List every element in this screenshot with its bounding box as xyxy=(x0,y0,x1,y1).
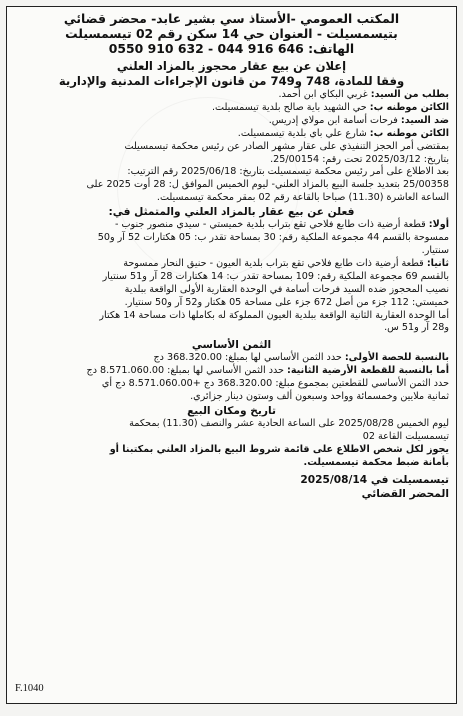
price-lot1 xyxy=(14,352,449,365)
lot2-line-6: و28 آر و51 س. xyxy=(384,322,449,334)
legal-notice xyxy=(6,6,457,704)
seizure-order-line-2: بتاريخ: 2025/03/12 تحت رقم: 25/00154. xyxy=(270,153,449,165)
lot2-line-4: خميستي: 112 جزء من أصل 672 جزء على مساحة 05 هكتار و52 آر و50 سنتيار. xyxy=(124,296,449,308)
sale-order-line-3: الساعة العاشرة (11.30) صباحا بالقاعة رقم 02 بمقر محكمة تيسمسيلت. xyxy=(156,192,449,204)
conditions-note-line-1: يجوز لكل شخص الاطلاع على قائمة شروط البيع بالمزاد العلني بمكتبنا أو xyxy=(109,443,449,455)
price-lot2-text: حدد الثمن الأساسي لها بمبلغ: 8.571.060.00 دج xyxy=(86,365,288,377)
sale-order-line-2: 25/00358 بتعديد جلسة البيع بالمزاد العلني- ليوم الخميس الموافق ل: 28 أوت 2025 على xyxy=(86,179,449,191)
plaintiff-line xyxy=(14,89,449,102)
property-section-heading: فعلن عن بيع عقار بالمزاد العلني والمتمثل في: xyxy=(108,206,355,219)
plaintiff-address: حي الشهيد باية صالح بلدية تيسمسيلت. xyxy=(212,101,370,113)
price-lot2-label: أما بالنسبة للقطعة الأرضية الثانية: xyxy=(287,365,449,377)
lot2-label: ثانيا: xyxy=(426,257,449,269)
plaintiff-address-label: الكائن موطنه ب: xyxy=(369,101,449,113)
reference-number: F.1040 xyxy=(15,683,44,694)
defendant-address-label: الكائن موطنه ب: xyxy=(369,127,449,139)
defendant-address: شارع علي باي بلدية تيسمسيلت. xyxy=(237,127,370,139)
sale-date-line-1: ليوم الخميس 2025/08/28 على الساعة الحادية عشر والنصف (11.30) بمحكمة xyxy=(129,417,449,429)
conditions-note-line-2: بأمانة ضبط محكمة تيسمسيلت. xyxy=(303,456,449,468)
lot2-text: قطعة أرضية ذات طابع فلاحي تقع بتراب بلدية العيون - حنيق النحار ممسوحة xyxy=(123,257,427,269)
lot1-line-2: ممسوحة بالقسم 44 مجموعة الملكية رقم: 30 بمساحة تقدر ب: 05 هكتارات 52 آر و50 xyxy=(97,232,449,244)
plaintiff-name: غربي البكاي ابن أحمد. xyxy=(278,89,371,100)
sale-date-heading: تاريخ ومكان البيع xyxy=(187,404,276,417)
office-address: بتيسمسيلت - العنوان حي 14 سكن رقم 02 تيسمسيلت xyxy=(65,26,398,41)
lot2-line-1 xyxy=(14,258,449,271)
lot1-line-1 xyxy=(14,219,449,232)
lot1-line-3: سنتيار. xyxy=(421,244,449,256)
signer-title: المحضر القضائي xyxy=(361,487,449,500)
lot2-line-5: أما الوحدة العقارية الثانية الواقعة ببلدية العيون المملوكة له بكاملها ذات مساحة 14 هكتار xyxy=(99,309,449,321)
sale-date-line-2: تيسمسيلت القاعة 02 xyxy=(362,430,449,442)
sale-order-line-1: بعد الاطلاع على أمر رئيس محكمة تيسمسيلت بتاريخ: 2025/06/18 رقم الترتيب: xyxy=(127,166,449,178)
lot2-line-3: نصيب المحجوز ضده السيد فرحات أسامة في الوحدة العقارية الأولى الواقعة ببلدية xyxy=(124,283,449,295)
lot1-label: أولا: xyxy=(428,219,449,231)
defendant-label: ضد السيد: xyxy=(400,114,449,126)
defendant-name: فرحات أسامة ابن مولاي إدريس. xyxy=(268,114,401,126)
price-lot1-text: حدد الثمن الأساسي لها بمبلغ: 368.320.00 دج xyxy=(153,352,345,364)
notice-legal-basis: وفقا للمادة، 748 و749 من قانون الإجراءات المدنية والإدارية xyxy=(58,74,405,88)
plaintiff-address-line xyxy=(14,102,449,115)
office-phone: الهاتف: 646 916 044 - 632 910 0550 xyxy=(108,41,355,56)
lot2-line-2: بالقسم 69 مجموعة الملكية رقم: 109 بمساحة تقدر ب: 14 هكتارات 28 آر و51 سنتيار xyxy=(102,270,449,282)
price-lot2 xyxy=(14,365,449,378)
price-lot1-label: بالنسبة للحصة الأولى: xyxy=(344,352,449,364)
price-total-line-2: ثمانية ملايين وخمسمائة وواحد وسبعون ألف وستون دينار جزائري. xyxy=(190,391,449,403)
base-price-heading: الثمن الأساسي xyxy=(191,339,272,352)
notice-title: إعلان عن بيع عقار محجوز بالمزاد العلني xyxy=(116,59,347,73)
seizure-order-line-1: بمقتضى أمر الحجز التنفيذي على عقار مشهر الصادر عن رئيس محكمة تيسمسيلت xyxy=(124,140,449,152)
defendant-line xyxy=(14,115,449,128)
defendant-address-line xyxy=(14,128,449,141)
lot1-text: قطعة أرضية ذات طابع فلاحي تقع بتراب بلدية خميستي - سيدي منصور جنوب - xyxy=(114,219,429,231)
place-and-date: تيسمسيلت في 2025/08/14 xyxy=(300,473,449,486)
price-total-line-1: حدد الثمن الأساسي للقطعتين بمجموع مبلغ: 368.320.00 دج +8.571.060.00 دج أي xyxy=(101,378,449,390)
office-name: المكتب العمومي -الأستاذ سي بشير عابد- محضر قضائي xyxy=(63,11,400,26)
plaintiff-label: بطلب من السيد: xyxy=(370,89,449,100)
